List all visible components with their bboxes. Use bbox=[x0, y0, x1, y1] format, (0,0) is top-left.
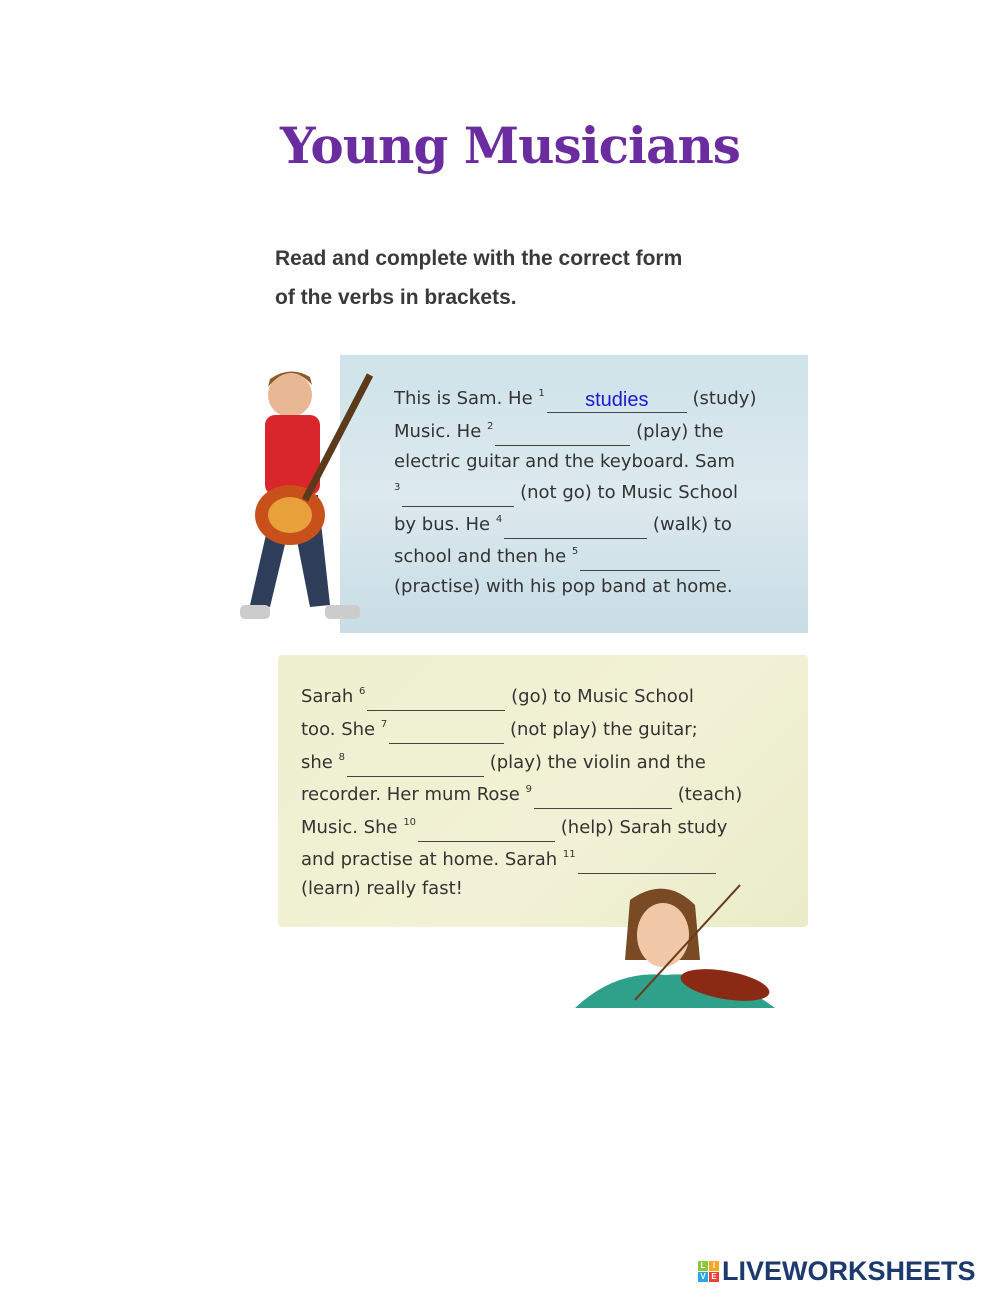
girl-with-violin-image bbox=[575, 880, 790, 1008]
answer-blank-3[interactable] bbox=[402, 484, 514, 507]
blank-number: 6 bbox=[359, 686, 366, 697]
sam-line-2 bbox=[394, 421, 724, 446]
text: (play) the bbox=[636, 421, 724, 442]
logo-letter: V bbox=[698, 1272, 708, 1282]
text: (study) bbox=[692, 388, 757, 409]
text: by bus. He bbox=[394, 514, 491, 535]
sam-line-3: electric guitar and the keyboard. Sam bbox=[394, 451, 735, 472]
blank-number: 5 bbox=[571, 546, 579, 557]
answer-blank-10[interactable] bbox=[418, 819, 555, 842]
text: (go) to Music School bbox=[511, 686, 694, 707]
blank-number: 3 bbox=[394, 482, 401, 493]
blank-number: 7 bbox=[380, 719, 388, 730]
blank-number: 11 bbox=[562, 849, 576, 860]
blank-number: 9 bbox=[525, 784, 532, 795]
logo-letter: I bbox=[709, 1261, 719, 1271]
text: Music. He bbox=[394, 421, 482, 442]
boy-with-guitar-image bbox=[230, 355, 385, 633]
sam-line-7: (practise) with his pop band at home. bbox=[394, 576, 733, 597]
logo-letter: L bbox=[698, 1261, 708, 1271]
text: school and then he bbox=[394, 546, 567, 567]
answer-blank-11[interactable] bbox=[578, 851, 716, 874]
blank-number: 8 bbox=[338, 752, 345, 763]
text: (teach) bbox=[677, 784, 743, 805]
answer-blank-7[interactable] bbox=[389, 721, 504, 744]
sarah-line-4 bbox=[301, 784, 742, 809]
answer-blank-9[interactable] bbox=[534, 786, 672, 809]
instruction-line-1: Read and complete with the correct form bbox=[275, 247, 683, 270]
text: This is Sam. He bbox=[394, 388, 533, 409]
text: too. She bbox=[301, 719, 376, 740]
answer-blank-5[interactable] bbox=[580, 548, 720, 571]
text: (help) Sarah study bbox=[560, 817, 728, 838]
answer-blank-6[interactable] bbox=[367, 688, 505, 711]
answer-blank-4[interactable] bbox=[504, 516, 647, 539]
answer-blank-2[interactable] bbox=[495, 423, 630, 446]
sam-line-4 bbox=[394, 482, 738, 507]
answer-blank-8[interactable] bbox=[347, 754, 484, 777]
page-title: Young Musicians bbox=[280, 116, 740, 175]
sam-line-6 bbox=[394, 546, 720, 571]
text: (walk) to bbox=[652, 514, 732, 535]
blank-number: 1 bbox=[538, 388, 545, 399]
text: Sarah bbox=[301, 686, 354, 707]
logo-letter: E bbox=[709, 1272, 719, 1282]
blank-number: 4 bbox=[495, 514, 503, 525]
text: (not go) to Music School bbox=[520, 482, 738, 503]
text: (play) the violin and the bbox=[489, 752, 706, 773]
sarah-line-3 bbox=[301, 752, 706, 777]
text: (not play) the guitar; bbox=[509, 719, 698, 740]
logo-text: LIVEWORKSHEETS bbox=[722, 1256, 976, 1286]
text: she bbox=[301, 752, 333, 773]
instruction-line-2: of the verbs in brackets. bbox=[275, 286, 517, 309]
sarah-line-7: (learn) really fast! bbox=[301, 878, 463, 899]
answer-blank-1[interactable] bbox=[547, 390, 687, 413]
sarah-line-1 bbox=[301, 686, 694, 711]
sarah-line-2 bbox=[301, 719, 698, 744]
text: recorder. Her mum Rose bbox=[301, 784, 520, 805]
text: and practise at home. Sarah bbox=[301, 849, 558, 870]
liveworksheets-logo bbox=[698, 1256, 976, 1287]
sarah-line-5 bbox=[301, 817, 727, 842]
sam-line-1 bbox=[394, 388, 756, 413]
blank-number: 2 bbox=[487, 421, 494, 432]
logo-squares-icon bbox=[698, 1261, 719, 1282]
sam-line-5 bbox=[394, 514, 732, 539]
sarah-line-6 bbox=[301, 849, 716, 874]
blank-number: 10 bbox=[403, 817, 417, 828]
text: Music. She bbox=[301, 817, 398, 838]
